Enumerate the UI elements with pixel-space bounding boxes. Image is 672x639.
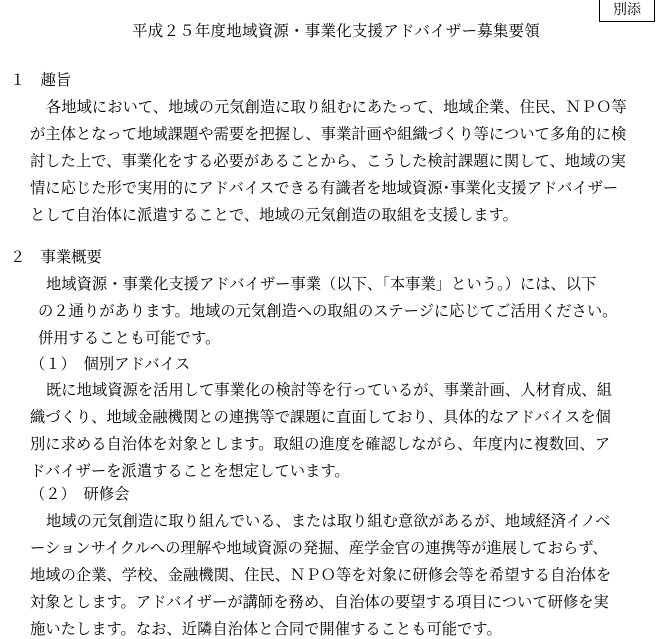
paragraph-line: 各地域において、地域の元気創造に取り組むにあたって、地域企業、住民、ＮＰＯ等 — [46, 98, 627, 116]
paragraph-line: 地域の元気創造に取り組んでいる、または取り組む意欲があるが、地域経済イノベ — [46, 512, 611, 530]
paragraph-line: 情に応じた形で実用的にアドバイスできる有識者を地域資源･事業化支援アドバイザー — [30, 179, 619, 197]
paragraph-line: が主体となって地域課題や需要を把握し、事業計画や組織づくり等について多角的に検 — [30, 125, 627, 143]
paragraph-line: として自治体に派遣することで、地域の元気創造の取組を支援します。 — [30, 206, 518, 224]
paragraph-line: ーションサイクルへの理解や地域資源の発掘、産学金官の連携等が進展しておらず、 — [30, 539, 608, 557]
paragraph-line: 地域の企業、学校、金融機関、住民、ＮＰＯ等を対象に研修会等を希望する自治体を — [30, 566, 612, 584]
paragraph-line: 併用することも可能です。 — [38, 329, 221, 347]
subsection-heading: （１） 個別アドバイス — [30, 355, 191, 373]
document-title: 平成２５年度地域資源・事業化支援アドバイザー募集要領 — [132, 22, 540, 40]
section-heading: １ 趣旨 — [10, 71, 72, 89]
subsection-heading: （２） 研修会 — [30, 485, 130, 503]
paragraph-line: ドバイザーを派遣することを想定しています。 — [30, 462, 350, 480]
paragraph-line: 施いたします。なお、近隣自治体と合同で開催することも可能です。 — [30, 620, 502, 638]
paragraph-line: の２通りがあります。地域の元気創造への取組のステージに応じてご活用ください。 — [38, 302, 618, 320]
paragraph-line: 対象とします。アドバイザーが講師を務め、自治体の要望する項目について研修を実 — [30, 593, 609, 611]
paragraph-line: 討した上で、事業化をする必要があることから、こうした検討課題に関して、地域の実 — [30, 152, 626, 170]
paragraph-line: 別に求める自治体を対象とします。取組の進度を確認しながら、年度内に複数回、ア — [30, 435, 611, 453]
section-heading: ２ 事業概要 — [10, 248, 102, 266]
paragraph-line: 織づくり、地域金融機関との連携等で課題に直面しており、具体的なアドバイスを個 — [30, 408, 611, 426]
paragraph-line: 既に地域資源を活用して事業化の検討等を行っているが、事業計画、人材育成、組 — [46, 381, 612, 399]
attachment-label: 別添 — [599, 0, 655, 22]
paragraph-line: 地域資源・事業化支援アドバイザー事業（以下、「本事業」という。）には、以下 — [46, 275, 597, 293]
